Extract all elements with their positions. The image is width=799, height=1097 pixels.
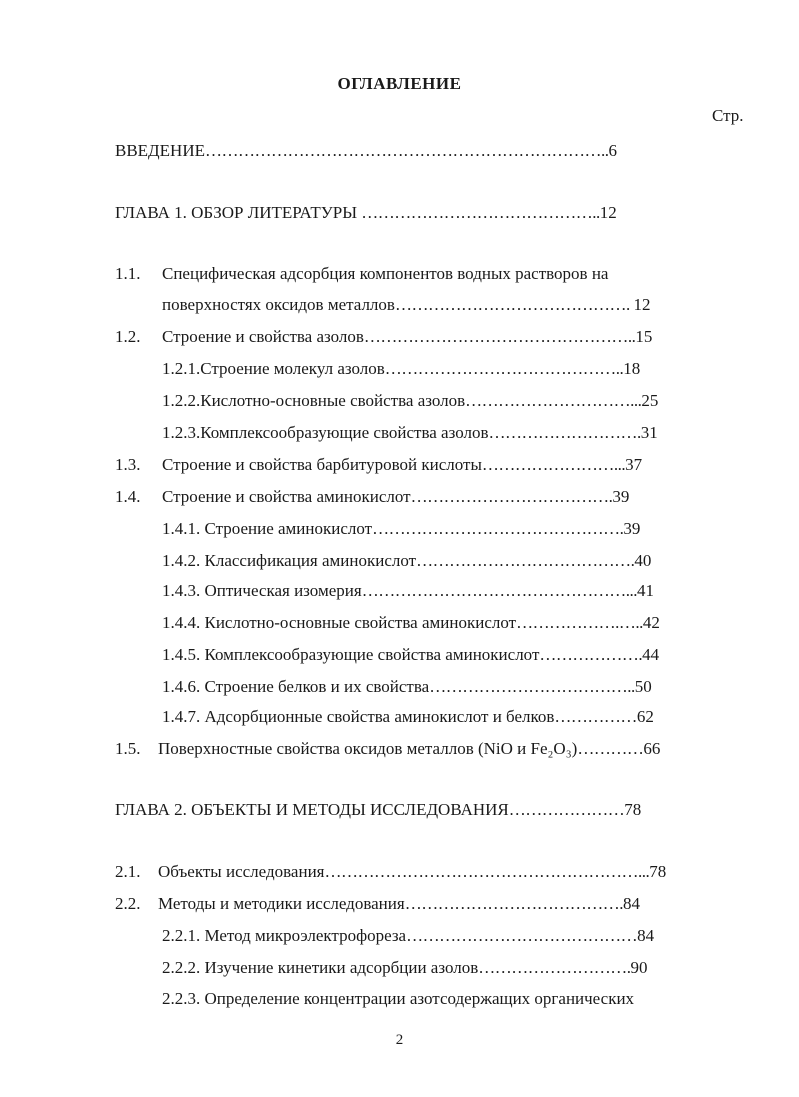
toc-entry	[162, 580, 654, 602]
toc-entry-text: Строение и свойства аминокислот	[162, 487, 411, 506]
toc-page: 12	[633, 295, 651, 314]
toc-page: 37	[625, 455, 643, 474]
toc-entry	[162, 550, 651, 572]
toc-leader: ……………………………………..	[384, 359, 624, 378]
toc-leader: ………………………………………………………………..	[204, 141, 609, 160]
toc-number: 1.5.	[115, 739, 141, 758]
toc-leader: ……………………………………..	[361, 203, 600, 222]
toc-page: 78	[649, 862, 667, 881]
toc-entry-text: 1.4.6. Строение белков и их свойства	[162, 677, 430, 696]
toc-leader: …………………………………………..	[363, 327, 636, 346]
toc-page: 25	[641, 391, 659, 410]
toc-leader: ………………………………..	[429, 677, 635, 696]
toc-page: 44	[642, 645, 660, 664]
toc-entry	[162, 326, 652, 348]
page-column-label: Стр.	[712, 106, 744, 125]
toc-leader: …………………	[508, 800, 625, 819]
toc-page: 84	[622, 894, 640, 913]
toc-entry	[162, 294, 650, 316]
toc-entry	[115, 799, 641, 821]
toc-page: 18	[623, 359, 641, 378]
toc-entry	[158, 893, 640, 915]
toc-entry	[162, 988, 634, 1010]
toc-entry-text: 1.4.5. Комплексообразующие свойства аминокислот	[162, 645, 540, 664]
toc-page: 41	[636, 581, 654, 600]
toc-leader: ……………………….	[478, 958, 631, 977]
toc-leader: ……………………………………	[406, 926, 638, 945]
toc-entry	[158, 861, 666, 883]
toc-entry-text: ГЛАВА 1. ОБЗОР ЛИТЕРАТУРЫ	[115, 203, 362, 222]
toc-entry-text: 1.4.4. Кислотно-основные свойства аминокислот	[162, 613, 517, 632]
toc-entry	[162, 644, 659, 666]
toc-page: 90	[630, 958, 648, 977]
toc-leader: ……………………….	[488, 423, 641, 442]
toc-entry	[162, 676, 652, 698]
toc-page: 62	[636, 707, 654, 726]
toc-entry-text: 1.4.3. Оптическая изомерия	[162, 581, 362, 600]
toc-entry-text: 1.4.1. Строение аминокислот	[162, 519, 373, 538]
toc-page: 39	[623, 519, 641, 538]
toc-entry	[162, 925, 654, 947]
toc-page: 12	[599, 203, 617, 222]
toc-entry-text: Строение и свойства азолов	[162, 327, 364, 346]
toc-title: ОГЛАВЛЕНИЕ	[337, 74, 462, 93]
toc-entry	[115, 140, 617, 162]
toc-entry	[162, 390, 658, 412]
toc-entry-text: Специфическая адсорбция компонентов водных растворов на	[162, 264, 609, 283]
toc-page: 84	[637, 926, 655, 945]
toc-entry-text: ВВЕДЕНИЕ	[115, 141, 205, 160]
toc-page: 15	[635, 327, 653, 346]
toc-page: 40	[634, 551, 652, 570]
toc-entry	[162, 612, 660, 634]
toc-entry-text: 2.2.1. Метод микроэлектрофореза	[162, 926, 407, 945]
toc-leader: …………………………...	[465, 391, 642, 410]
toc-entry	[162, 486, 629, 508]
toc-page: 78	[624, 800, 642, 819]
toc-entry	[115, 202, 617, 224]
toc-leader: ……………….	[539, 645, 643, 664]
toc-entry-text: 1.2.1.Строение молекул азолов	[162, 359, 385, 378]
toc-entry-text: 2.2.2. Изучение кинетики адсорбции азолов	[162, 958, 479, 977]
toc-entry	[162, 706, 654, 728]
toc-leader: …………………………………………...	[361, 581, 637, 600]
toc-leader: ……………	[554, 707, 637, 726]
toc-page: 50	[634, 677, 652, 696]
toc-leader: ………………………………….	[416, 551, 635, 570]
toc-entry	[162, 422, 658, 444]
toc-number: 1.1.	[115, 264, 141, 283]
toc-entry	[162, 957, 648, 979]
toc-entry	[162, 518, 640, 540]
toc-entry-text: 2.2.3. Определение концентрации азотсодержащих органических	[162, 989, 635, 1008]
toc-page: 6	[608, 141, 617, 160]
toc-number: 1.2.	[115, 327, 141, 346]
toc-entry-text: 1.4.2. Классификация аминокислот	[162, 551, 417, 570]
toc-entry-text: Объекты исследования	[158, 862, 325, 881]
toc-leader: ………………………………….	[404, 894, 623, 913]
toc-leader: …………………………………….	[394, 295, 634, 314]
toc-entry-text: Методы и методики исследования	[158, 894, 405, 913]
toc-entry-text: Поверхностные свойства оксидов металлов (NiO и Fe₂O₃)	[158, 739, 578, 758]
toc-number: 2.1.	[115, 862, 141, 881]
page-number: 2	[395, 1032, 404, 1048]
toc-number: 1.4.	[115, 487, 141, 506]
toc-entry	[158, 738, 660, 760]
toc-entry	[162, 263, 608, 285]
toc-leader: ……………………………….	[410, 487, 613, 506]
toc-entry	[162, 454, 642, 476]
toc-number: 1.3.	[115, 455, 141, 474]
toc-entry-text: поверхностях оксидов металлов	[162, 295, 395, 314]
toc-page: 66	[643, 739, 661, 758]
toc-leader: ……………………...	[481, 455, 626, 474]
toc-leader: …………	[577, 739, 644, 758]
toc-entry-text: Строение и свойства барбитуровой кислоты	[162, 455, 482, 474]
toc-entry-text: 1.2.2.Кислотно-основные свойства азолов	[162, 391, 466, 410]
toc-page: 42	[642, 613, 660, 632]
toc-page: 31	[640, 423, 658, 442]
toc-entry-text: 1.4.7. Адсорбционные свойства аминокислот и белков	[162, 707, 555, 726]
toc-page: 39	[612, 487, 630, 506]
toc-leader: ……………………………………….	[372, 519, 624, 538]
toc-entry	[162, 358, 640, 380]
toc-leader: ……………….…..	[516, 613, 643, 632]
toc-leader: …………………………………………………...	[324, 862, 650, 881]
toc-entry-text: 1.2.3.Комплексообразующие свойства азолов	[162, 423, 489, 442]
toc-number: 2.2.	[115, 894, 141, 913]
toc-entry-text: ГЛАВА 2. ОБЪЕКТЫ И МЕТОДЫ ИССЛЕДОВАНИЯ	[115, 800, 509, 819]
